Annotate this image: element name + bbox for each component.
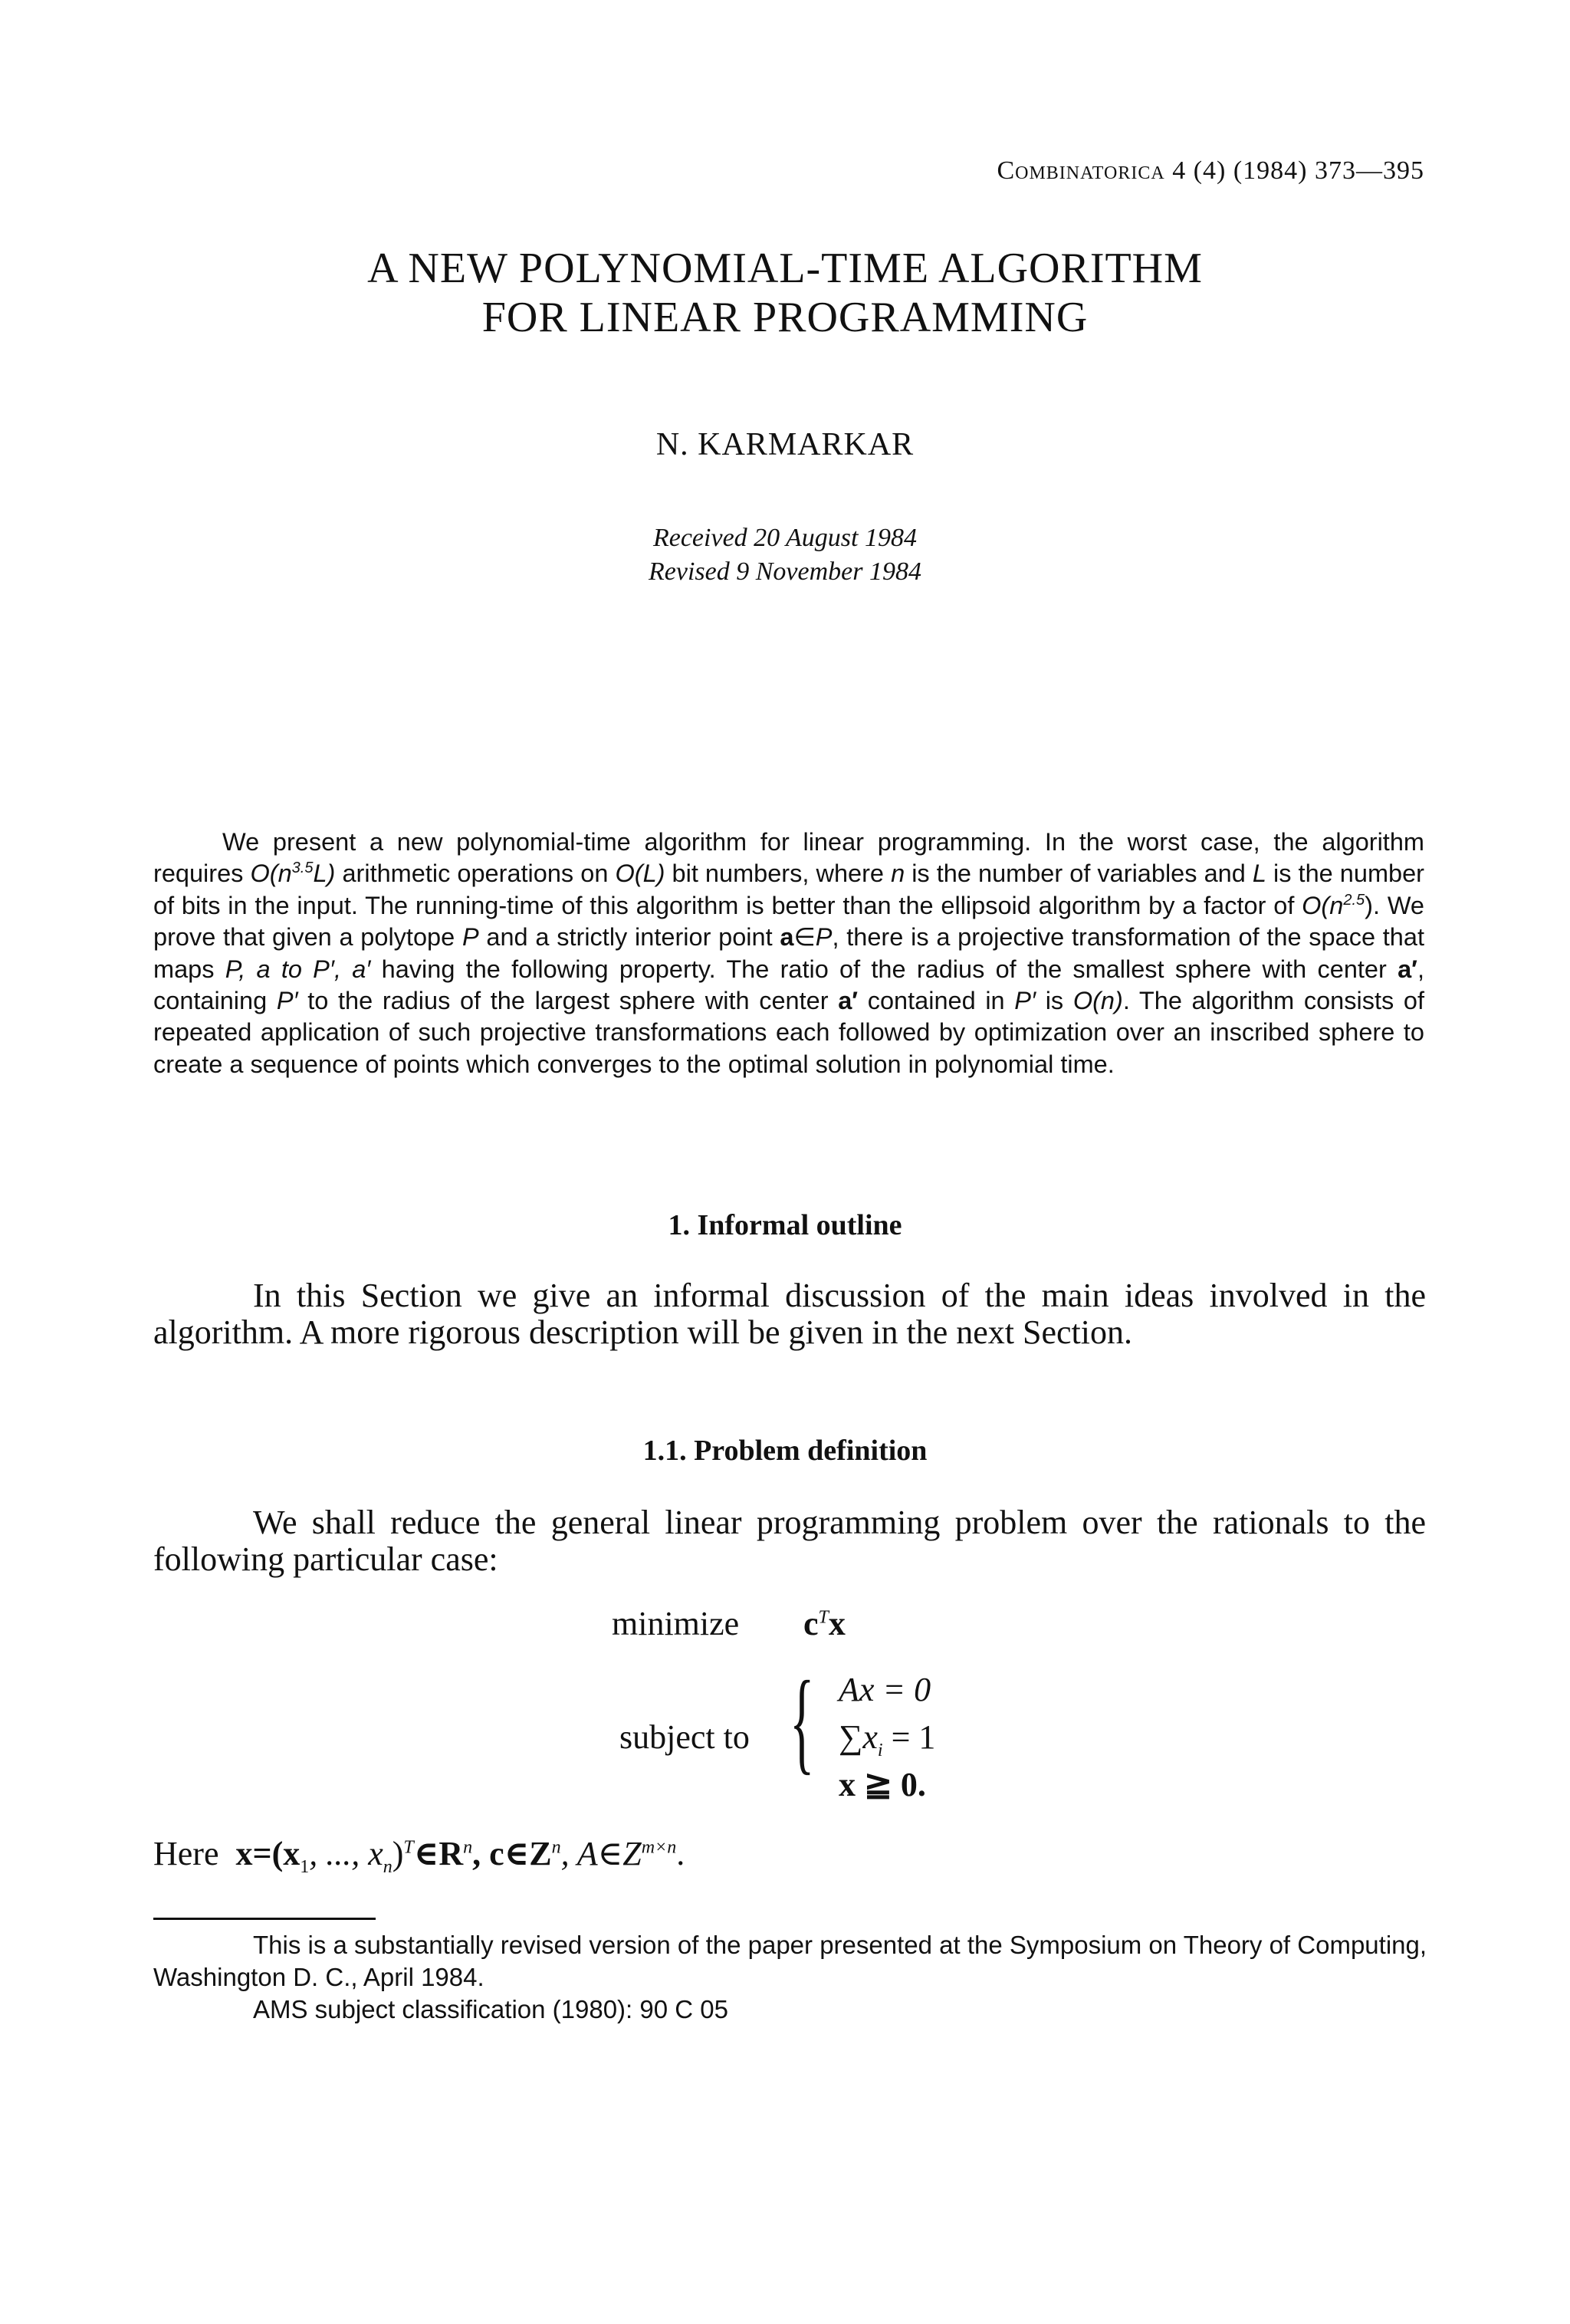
subject-to-label: subject to <box>619 1718 750 1756</box>
journal-name: Combinatorica <box>997 156 1165 185</box>
abstract <box>153 827 1424 1080</box>
journal-citation: 4 (4) (1984) 373—395 <box>1172 156 1424 185</box>
section-1-1-heading: 1.1. Problem definition <box>642 1435 928 1467</box>
section-1-paragraph: In this Section we give an informal discussion of the main ideas involved in the algorithm. A more rigorous description will be given in the next Section. <box>153 1277 1426 1351</box>
footnote-revision-note: This is a substantially revised version of the paper presented at the Symposium on Theory of Computing, Washington D. C., April 1984. <box>153 1931 1427 1991</box>
abstract-paragraph: We present a new polynomial-time algorithm for linear programming. In the worst case, the algorithm requires $O(n^{3.5}L)$ arithmetic operations on O(L) bit numbers, where n is the number of variables and L is the number of bits in the input. The running-time of this algorithm is better than the ellipsoid algorithm by a factor of $O(n^{2.5})$. We prove that given a polytope P and a strictly interior point a∈P, there is a projective transformation of the space that maps P, a to P′, a′ having the following property. The ratio of the radius of the smallest sphere with center a′, containing P′ to the radius of the largest sphere with center a′ contained in P′ is O(n). The algorithm consists of repeated application of such projective transformations each followed by optimization over an inscribed sphere to create a sequence of points which converges to the optimal solution in polynomial time. <box>153 828 1425 1078</box>
received-date: Received 20 August 1984 <box>652 524 917 552</box>
journal-header <box>997 156 1424 186</box>
section-1-heading: 1. Informal outline <box>668 1209 902 1241</box>
minimize-label: minimize <box>612 1605 740 1642</box>
author-name: N. KARMARKAR <box>655 427 915 462</box>
footnote-ams-classification: AMS subject classification (1980): 90 C 05 <box>253 1995 728 2023</box>
constraint-brace: { <box>790 1658 815 1785</box>
section-1-1-body <box>153 1504 1426 1578</box>
constraint-ax-equals-zero: Ax = 0 <box>839 1671 931 1708</box>
footnote-divider <box>153 1918 376 1920</box>
variable-definitions: Here $x=(x_1$, ..., $x_n)^T\in R^n$, $c\in Z^n$, $A\in Z^{m\times n}$. <box>153 1835 685 1877</box>
objective-function: $c^Tx$ <box>803 1605 846 1642</box>
constraint-nonnegative: x ≧ 0. <box>839 1766 926 1803</box>
revised-date: Revised 9 November 1984 <box>649 557 921 586</box>
footnote <box>153 1929 1441 2026</box>
section-1-1-paragraph: We shall reduce the general linear programming problem over the rationals to the following particular case: <box>153 1504 1426 1578</box>
paper-title-line2: FOR LINEAR PROGRAMMING <box>481 294 1089 341</box>
constraint-sum-equals-one: $\sum x_i = 1$ <box>839 1718 936 1760</box>
section-1-body <box>153 1277 1426 1351</box>
paper-title-line1: A NEW POLYNOMIAL-TIME ALGORITHM <box>367 245 1203 292</box>
